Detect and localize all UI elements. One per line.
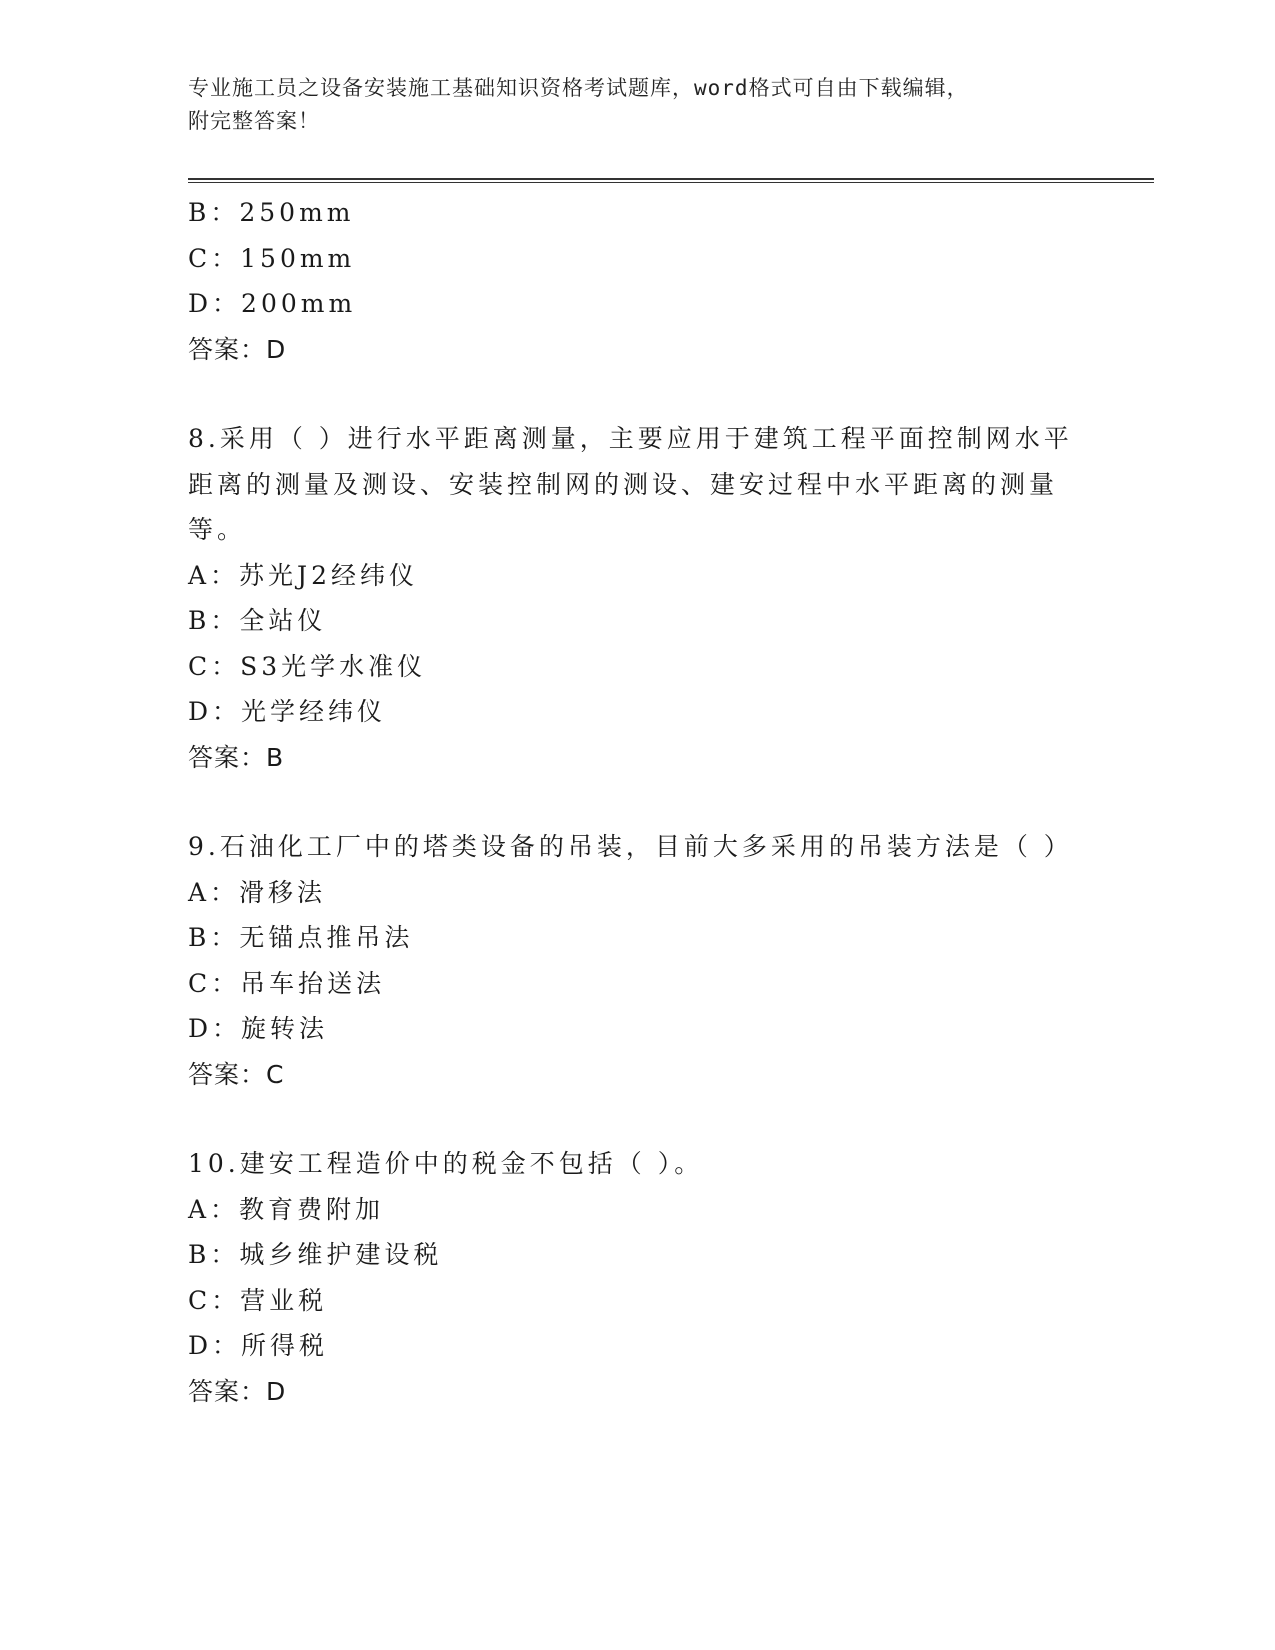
page-header	[188, 72, 1088, 138]
option-a: A：教育费附加	[188, 1194, 385, 1224]
option-d: D：光学经纬仪	[188, 697, 387, 726]
question-9	[188, 824, 1088, 1097]
answer-line: 答案：D	[188, 334, 287, 364]
question-stem: 距离的测量及测设、安装控制网的测设、建安过程中水平距离的测量	[188, 469, 1059, 499]
document-body	[188, 190, 1088, 1414]
option-b: B：城乡维护建设税	[188, 1240, 443, 1269]
partial-question	[188, 190, 1088, 372]
option-b: B：无锚点推吊法	[188, 923, 414, 952]
option-a: A：滑移法	[188, 877, 327, 907]
question-stem: 等。	[188, 515, 247, 544]
option-d: D：所得税	[188, 1331, 329, 1360]
option-c: C：营业税	[188, 1285, 328, 1315]
question-8	[188, 416, 1088, 780]
option-d: D：200mm	[188, 289, 357, 318]
header-line-2: 附完整答案！	[188, 109, 320, 133]
option-c: C：S3光学水准仪	[188, 651, 427, 681]
option-b: B：全站仪	[188, 606, 327, 635]
option-c: C：吊车抬送法	[188, 968, 386, 998]
answer-line: 答案：B	[188, 742, 285, 772]
option-d: D：旋转法	[188, 1014, 329, 1043]
option-c: C：150mm	[188, 243, 356, 273]
header-line-1: 专业施工员之设备安装施工基础知识资格考试题库，word格式可自由下载编辑，	[188, 76, 969, 100]
question-10	[188, 1141, 1088, 1414]
answer-line: 答案：C	[188, 1059, 285, 1089]
answer-line: 答案：D	[188, 1376, 287, 1406]
question-stem: 10.建安工程造价中的税金不包括（ ）。	[188, 1149, 704, 1178]
question-stem: 8.采用（ ）进行水平距离测量，主要应用于建筑工程平面控制网水平	[188, 424, 1073, 453]
question-stem: 9.石油化工厂中的塔类设备的吊装，目前大多采用的吊装方法是（ ）	[188, 832, 1073, 861]
option-b: B：250mm	[188, 198, 355, 227]
header-divider	[188, 178, 1154, 183]
option-a: A：苏光J2经纬仪	[188, 560, 418, 590]
